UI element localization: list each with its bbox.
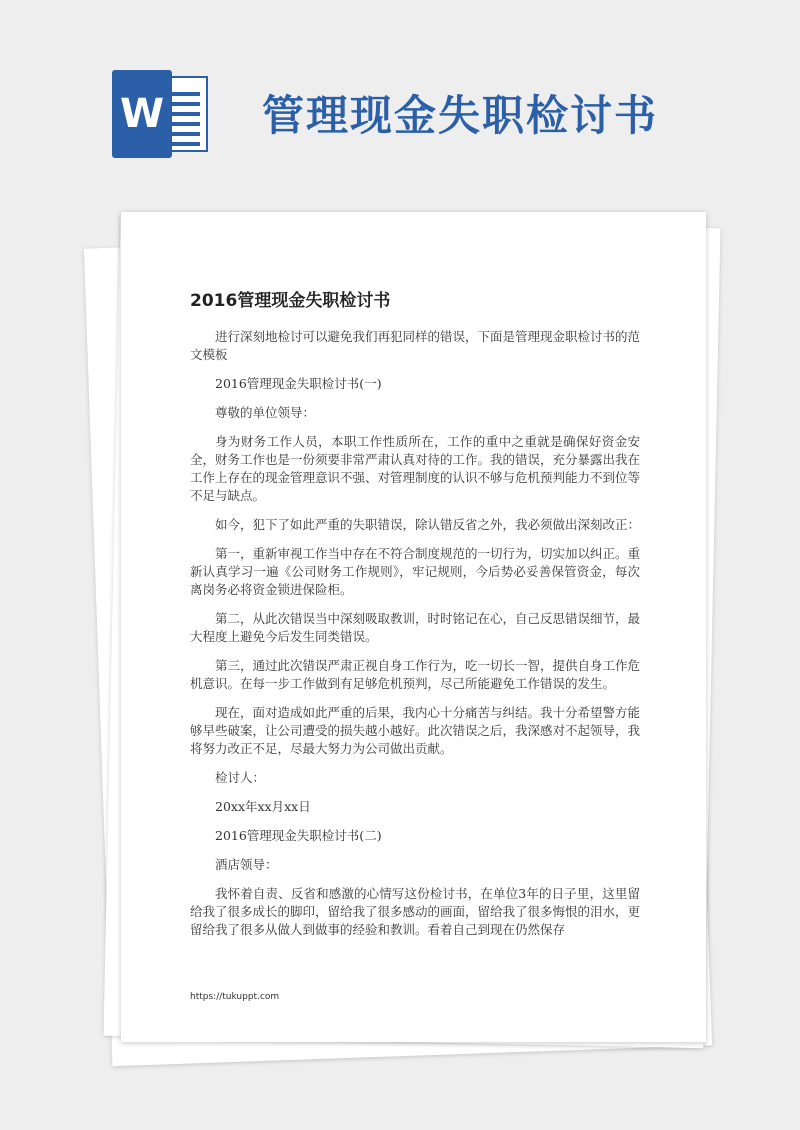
paragraph: 身为财务工作人员，本职工作性质所在，工作的重中之重就是确保好资金安全，财务工作也是一份须要非常严肃认真对待的工作。我的错误，充分暴露出我在工作上存在的现金管理意识不强、对管理制度的认识不够与危机预判能力不到位等不足与缺点。 [190, 434, 641, 503]
paragraph: 尊敬的单位领导： [215, 405, 316, 420]
source-url: https://tukuppt.com [190, 992, 280, 1002]
paragraph: 检讨人： [215, 770, 266, 785]
document-title: 2016管理现金失职检讨书 [190, 291, 391, 311]
document-body [190, 328, 640, 950]
paragraph: 第三，通过此次错误严肃正视自身工作行为，吃一切长一智，提供自身工作危机意识。在每一步工作做到有足够危机预判，尽己所能避免工作错误的发生。 [190, 658, 641, 691]
paragraph: 2016管理现金失职检讨书(二) [215, 828, 382, 843]
word-icon-letter: W [112, 70, 172, 158]
document-page [121, 212, 706, 1042]
paragraph: 第二，从此次错误当中深刻吸取教训，时时铭记在心，自己反思错误细节，最大程度上避免今后发生同类错误。 [190, 611, 641, 644]
banner-title: 管理现金失职检讨书 [262, 91, 659, 140]
paragraph: 第一，重新审视工作当中存在不符合制度规范的一切行为，切实加以纠正。重新认真学习一遍《公司财务工作规则》，牢记规则，今后势必妥善保管资金，每次离岗务必将资金锁进保险柜。 [190, 546, 641, 597]
paragraph: 进行深刻地检讨可以避免我们再犯同样的错误，下面是管理现金职检讨书的范文模板 [190, 329, 641, 362]
header [0, 0, 800, 210]
paragraph: 我怀着自责、反省和感激的心情写这份检讨书，在单位3年的日子里，这里留给我了很多成长的脚印，留给我了很多感动的画面，留给我了很多悔恨的泪水，更留给我了很多从做人到做事的经验和教训。看着自己到现在仍然保存 [190, 886, 641, 937]
paragraph: 酒店领导： [215, 857, 278, 872]
word-icon [112, 70, 208, 158]
paragraph: 20xx年xx月xx日 [215, 799, 311, 814]
paragraph: 现在，面对造成如此严重的后果，我内心十分痛苦与纠结。我十分希望警方能够早些破案，让公司遭受的损失越小越好。此次错误之后，我深感对不起领导，我将努力改正不足，尽最大努力为公司做出贡献。 [190, 705, 641, 756]
paragraph: 如今，犯下了如此严重的失职错误，除认错反省之外，我必须做出深刻改正： [215, 517, 641, 532]
paragraph: 2016管理现金失职检讨书(一) [215, 376, 382, 391]
